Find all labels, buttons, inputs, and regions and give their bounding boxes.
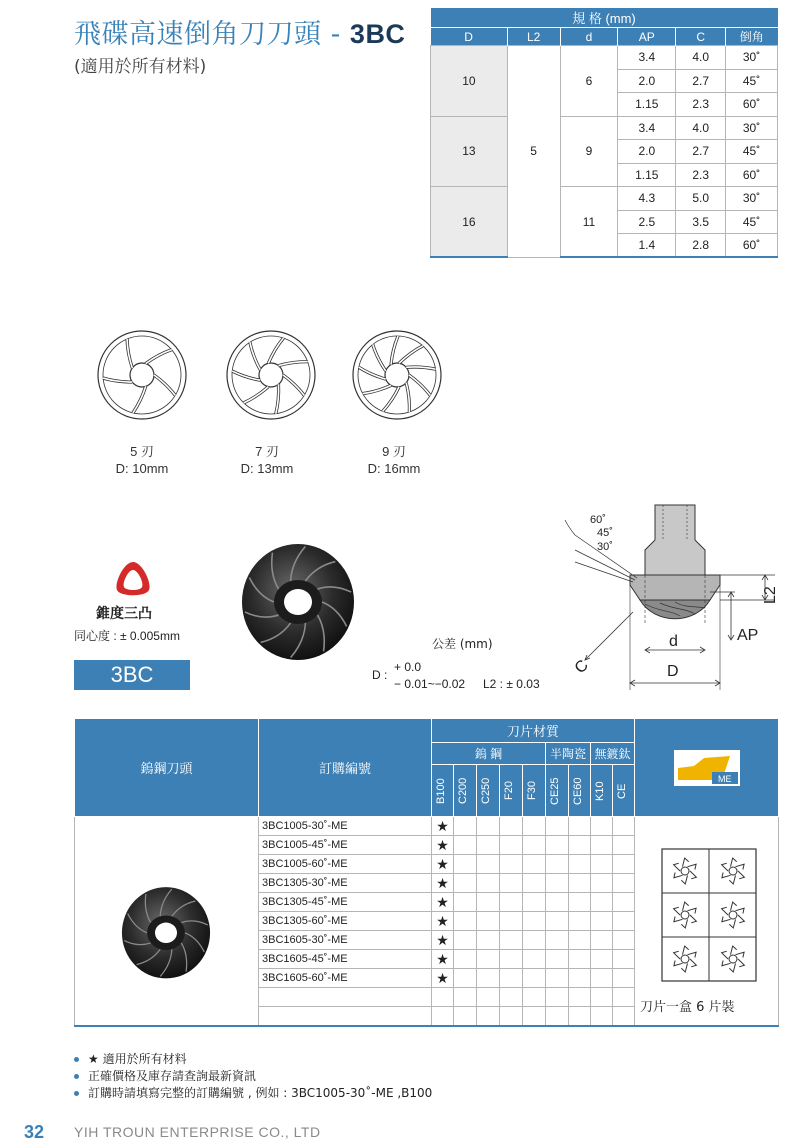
grade-cell: [523, 893, 546, 912]
spec-cell-d: 13: [431, 116, 508, 187]
spec-cell-ap: 3.4: [618, 116, 676, 140]
grade-cell: [591, 855, 613, 874]
spec-header-angle: 倒角: [726, 28, 778, 46]
order-code: 3BC1305-45˚-ME: [259, 893, 432, 912]
grade-header: [591, 765, 613, 817]
page-number: 32: [24, 1122, 45, 1142]
angle-label: 30˚: [597, 541, 613, 553]
dimension-diagram: [545, 500, 785, 695]
spec-cell-d-inner: 9: [560, 116, 618, 187]
grade-cell: [569, 912, 591, 931]
grade-cell: [613, 874, 635, 893]
grade-header: [454, 765, 477, 817]
grade-cell: [477, 950, 500, 969]
page-footer: [0, 1118, 800, 1148]
grade-cell: [613, 950, 635, 969]
order-code: 3BC1005-30˚-ME: [259, 817, 432, 836]
spec-cell-angle: 45˚: [726, 69, 778, 93]
grade-cell: [591, 912, 613, 931]
grade-cell: [569, 1007, 591, 1026]
dim-label-d-outer: D: [667, 663, 679, 680]
triangle-icon: [112, 559, 154, 599]
grade-cell: [523, 855, 546, 874]
grade-cell: [500, 836, 523, 855]
grade-cell: [591, 817, 613, 836]
grade-cell: [454, 874, 477, 893]
grade-header: [569, 765, 591, 817]
spec-cell-ap: 4.3: [618, 187, 676, 211]
order-header-material: 刀片材質: [432, 719, 635, 743]
grade-cell: [523, 950, 546, 969]
grade-cell: [613, 836, 635, 855]
spec-cell-d: 10: [431, 46, 508, 117]
order-code: [259, 988, 432, 1007]
grade-label: CE: [616, 782, 628, 799]
grade-cell: ★: [432, 836, 454, 855]
spec-header-d-outer: D: [431, 28, 508, 46]
flute-caption-9: [334, 443, 454, 477]
grade-cell: [591, 931, 613, 950]
dim-label-c: C: [571, 656, 592, 678]
spec-cell-c: 5.0: [676, 187, 726, 211]
grade-cell: [477, 874, 500, 893]
order-code: 3BC1005-45˚-ME: [259, 836, 432, 855]
company-name: YIH TROUN ENTERPRISE CO., LTD: [74, 1124, 321, 1140]
grade-label: K10: [594, 780, 606, 801]
model-badge: 3BC: [74, 660, 190, 690]
spec-cell-ap: 2.0: [618, 140, 676, 164]
spec-cell-c: 2.3: [676, 93, 726, 117]
grade-cell: [500, 912, 523, 931]
order-row: [75, 817, 779, 836]
spec-cell-angle: 60˚: [726, 163, 778, 187]
grade-cell: [546, 912, 569, 931]
grade-cell: [523, 817, 546, 836]
page-title: [74, 12, 405, 51]
grade-cell: [546, 931, 569, 950]
dim-label-ap: AP: [737, 627, 759, 644]
spec-cell-c: 2.7: [676, 69, 726, 93]
order-code: 3BC1005-60˚-ME: [259, 855, 432, 874]
coating-label: ME: [717, 773, 731, 784]
grade-cell: [477, 817, 500, 836]
grade-label: F20: [503, 781, 515, 800]
spec-cell-angle: 45˚: [726, 140, 778, 164]
grade-cell: [569, 855, 591, 874]
spec-cell-angle: 60˚: [726, 234, 778, 258]
grade-label: C200: [457, 777, 469, 804]
grade-cell: [613, 1007, 635, 1026]
grade-cell: [477, 969, 500, 988]
note-item: ★ 適用於所有材料: [74, 1051, 432, 1068]
spec-cell-ap: 1.15: [618, 163, 676, 187]
order-group-cermet: 半陶瓷: [546, 743, 591, 765]
order-code: 3BC1305-60˚-ME: [259, 912, 432, 931]
grade-cell: [591, 969, 613, 988]
order-header-code: 訂購編號: [259, 719, 432, 817]
page-subtitle: (適用於所有材料): [74, 57, 207, 77]
grade-cell: [546, 988, 569, 1007]
grade-cell: [613, 855, 635, 874]
spec-header-l2: L2: [507, 28, 560, 46]
grade-cell: [569, 817, 591, 836]
grade-cell: ★: [432, 893, 454, 912]
order-code: 3BC1605-45˚-ME: [259, 950, 432, 969]
grade-cell: [500, 969, 523, 988]
grade-cell: ★: [432, 950, 454, 969]
grade-cell: [591, 836, 613, 855]
spec-cell-c: 4.0: [676, 116, 726, 140]
grade-cell: [523, 836, 546, 855]
dim-label-l2: L2: [762, 586, 779, 604]
title-main: 飛碟高速倒角刀刀頭 -: [74, 19, 350, 50]
grade-cell: [613, 912, 635, 931]
spec-table: [430, 8, 778, 258]
grade-cell: [546, 855, 569, 874]
flute-diagram-7: [221, 325, 321, 425]
grade-cell: [500, 855, 523, 874]
grade-cell: [591, 950, 613, 969]
grade-cell: [477, 988, 500, 1007]
spec-cell-angle: 30˚: [726, 46, 778, 70]
notes-list: [74, 1051, 432, 1102]
grade-cell: ★: [432, 912, 454, 931]
grade-cell: [569, 836, 591, 855]
grade-label: F30: [526, 781, 538, 800]
grade-cell: [500, 893, 523, 912]
grade-cell: [546, 950, 569, 969]
flute-teeth: 9 刃: [382, 444, 406, 459]
tolerance-d-upper: + 0.0: [394, 660, 422, 674]
grade-cell: [500, 817, 523, 836]
order-code: 3BC1305-30˚-ME: [259, 874, 432, 893]
grade-cell: [591, 893, 613, 912]
grade-header: [546, 765, 569, 817]
grade-cell: [613, 893, 635, 912]
order-code: [259, 1007, 432, 1026]
grade-cell: [546, 874, 569, 893]
grade-label: CE25: [549, 776, 561, 805]
grade-cell: [569, 893, 591, 912]
grade-cell: [432, 1007, 454, 1026]
order-header-coating: [635, 719, 779, 817]
tolerance-l2: L2 : ± 0.03: [483, 677, 540, 691]
spec-header-c: C: [676, 28, 726, 46]
grade-cell: [523, 988, 546, 1007]
product-photo: [238, 540, 358, 662]
grade-cell: [454, 836, 477, 855]
grade-cell: [454, 893, 477, 912]
grade-cell: [523, 931, 546, 950]
grade-cell: [591, 988, 613, 1007]
spec-cell-d-inner: 11: [560, 187, 618, 258]
spec-header-ap: AP: [618, 28, 676, 46]
spec-cell-c: 2.8: [676, 234, 726, 258]
grade-cell: [454, 969, 477, 988]
spec-cell-angle: 45˚: [726, 210, 778, 234]
spec-cell-ap: 1.4: [618, 234, 676, 258]
grade-cell: [613, 988, 635, 1007]
flute-teeth: 7 刃: [255, 444, 279, 459]
grade-cell: [569, 950, 591, 969]
grade-header: [613, 765, 635, 817]
spec-cell-ap: 1.15: [618, 93, 676, 117]
flute-teeth: 5 刃: [130, 444, 154, 459]
grade-cell: [432, 988, 454, 1007]
order-group-uncoated: 無鍍鈦: [591, 743, 635, 765]
grade-cell: [546, 969, 569, 988]
insert-box-icon: [661, 848, 757, 982]
grade-cell: [477, 1007, 500, 1026]
grade-cell: ★: [432, 855, 454, 874]
grade-cell: [500, 931, 523, 950]
spec-header-d-inner: d: [560, 28, 618, 46]
grade-cell: [523, 912, 546, 931]
spec-cell-ap: 2.5: [618, 210, 676, 234]
coating-icon: [674, 750, 740, 786]
grade-label: CE60: [572, 776, 584, 805]
grade-cell: [613, 969, 635, 988]
grade-cell: [569, 988, 591, 1007]
spec-cell-c: 4.0: [676, 46, 726, 70]
grade-cell: [546, 836, 569, 855]
grade-cell: [477, 931, 500, 950]
flute-caption-7: [207, 443, 327, 477]
grade-cell: [477, 893, 500, 912]
grade-cell: [569, 969, 591, 988]
grade-label: B100: [435, 777, 447, 804]
grade-cell: [454, 950, 477, 969]
grade-label: C250: [480, 777, 492, 804]
grade-cell: [569, 874, 591, 893]
grade-cell: [546, 893, 569, 912]
grade-cell: [523, 1007, 546, 1026]
spec-cell-c: 3.5: [676, 210, 726, 234]
grade-header: [477, 765, 500, 817]
flute-diagram-5: [92, 325, 192, 425]
spec-cell-angle: 30˚: [726, 187, 778, 211]
spec-cell-l2: 5: [507, 46, 560, 258]
grade-cell: [454, 817, 477, 836]
grade-header: [523, 765, 546, 817]
grade-cell: [500, 988, 523, 1007]
spec-cell-ap: 2.0: [618, 69, 676, 93]
note-item: 正確價格及庫存請查詢最新資訊: [74, 1068, 432, 1085]
flute-caption-5: [82, 443, 202, 477]
grade-cell: [546, 1007, 569, 1026]
triangle-label: 錐度三凸: [96, 606, 152, 622]
grade-cell: [591, 1007, 613, 1026]
order-code: 3BC1605-60˚-ME: [259, 969, 432, 988]
grade-cell: [454, 912, 477, 931]
spec-cell-c: 2.3: [676, 163, 726, 187]
order-header-carbide: 鎢鋼刀頭: [75, 719, 259, 817]
grade-cell: ★: [432, 874, 454, 893]
note-item: 訂購時請填寫完整的訂購編號 , 例如 : 3BC1005-30˚-ME ,B100: [74, 1085, 432, 1102]
grade-cell: [523, 874, 546, 893]
flute-diagram-9: [347, 325, 447, 425]
grade-cell: [454, 988, 477, 1007]
grade-cell: [523, 969, 546, 988]
angle-label: 45˚: [597, 527, 613, 539]
grade-cell: [454, 855, 477, 874]
tolerance-d-prefix: D :: [372, 668, 388, 682]
spec-cell-d: 16: [431, 187, 508, 258]
order-group-carbide: 鎢 鋼: [432, 743, 546, 765]
tolerance-heading: 公差 (mm): [432, 637, 493, 651]
grade-cell: [569, 931, 591, 950]
grade-cell: [477, 912, 500, 931]
spec-cell-angle: 60˚: [726, 93, 778, 117]
grade-cell: ★: [432, 931, 454, 950]
grade-cell: [500, 950, 523, 969]
spec-caption: 規 格 (mm): [431, 8, 778, 28]
concentricity-text: 同心度 : ± 0.005mm: [74, 629, 180, 643]
grade-cell: [454, 1007, 477, 1026]
grade-header: [432, 765, 454, 817]
flute-diameter: D: 16mm: [367, 461, 421, 476]
spec-cell-d-inner: 6: [560, 46, 618, 117]
spec-cell-c: 2.7: [676, 140, 726, 164]
grade-cell: [591, 874, 613, 893]
grade-cell: [546, 817, 569, 836]
grade-cell: [454, 931, 477, 950]
grade-cell: [500, 874, 523, 893]
product-photo-small: [118, 884, 214, 980]
flute-diameter: D: 13mm: [240, 461, 294, 476]
grade-cell: [477, 836, 500, 855]
angle-label: 60˚: [590, 514, 606, 526]
grade-header: [500, 765, 523, 817]
grade-cell: [500, 1007, 523, 1026]
spec-cell-angle: 30˚: [726, 116, 778, 140]
grade-cell: [477, 855, 500, 874]
flute-diameter: D: 10mm: [115, 461, 169, 476]
title-code: 3BC: [349, 19, 406, 49]
grade-cell: [613, 931, 635, 950]
order-code: 3BC1605-30˚-ME: [259, 931, 432, 950]
grade-cell: [613, 817, 635, 836]
box-quantity-label: 刀片一盒 6 片裝: [640, 1000, 735, 1015]
grade-cell: ★: [432, 969, 454, 988]
grade-cell: ★: [432, 817, 454, 836]
spec-cell-ap: 3.4: [618, 46, 676, 70]
dim-label-d-inner: d: [669, 633, 678, 650]
tolerance-d-lower: − 0.01~−0.02: [394, 677, 466, 691]
